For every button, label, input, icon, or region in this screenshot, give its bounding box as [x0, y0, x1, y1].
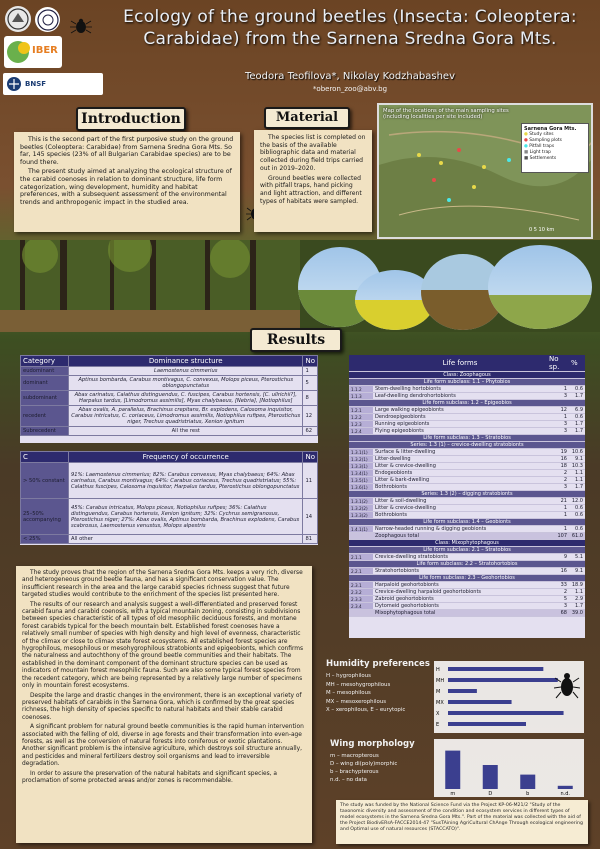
introduction-panel: [14, 132, 240, 232]
life-form-row: [349, 554, 585, 561]
life-form-pct: 1.1: [575, 589, 583, 595]
life-form-pct: 1.1: [575, 477, 583, 483]
life-form-label: Litter & crevice-dwelling: [375, 505, 436, 511]
life-form-row: [349, 547, 585, 554]
life-form-code: 1.3.5(1): [349, 477, 373, 484]
dominance-col-category: Category: [21, 356, 69, 367]
dominance-species: Aptinus bombarda, Carabus montivagus, C. convexus, Molops piceus, Pterostichus oblongopunctatus: [69, 376, 303, 391]
frequency-category: < 25%: [21, 535, 69, 544]
life-form-code: 1.3.1(2): [349, 498, 373, 505]
dominance-category: dominant: [21, 376, 69, 391]
map-legend-item: ■ Light trap: [524, 150, 551, 155]
life-forms-col-title: Life forms: [373, 355, 547, 372]
life-form-label: Running epigeobionts: [375, 421, 430, 427]
intro-paragraph-2: The present study aimed at analyzing the ecological structure of the carabid coenoses in relation to dominant structure, life form categorization, wing development, humidity and habitat preferences, with a subsequent assessment of the environmental trends and anthropogenic impact in the studied area.: [20, 168, 232, 206]
life-form-no: 33: [560, 582, 567, 588]
life-form-label: Litter & bark-dwelling: [375, 477, 430, 483]
humidity-bar: [448, 722, 526, 726]
humidity-category-label: MX: [436, 700, 444, 706]
life-form-pct: 61.0: [569, 533, 585, 540]
wing-panel: [322, 737, 588, 799]
life-form-row: [349, 400, 585, 407]
life-form-no: 16: [560, 456, 567, 462]
university-seal-icon: [37, 9, 59, 31]
life-form-code: 1.2.2: [349, 414, 373, 421]
dominance-species: All the rest: [69, 427, 303, 436]
life-form-row: [349, 582, 585, 589]
frequency-species: All other: [69, 535, 303, 544]
humidity-heading: Humidity preferences: [326, 659, 430, 669]
frequency-no: 14: [303, 499, 318, 535]
life-form-row: [349, 477, 585, 484]
life-form-row: [349, 386, 585, 393]
life-form-code: 2.3.1: [349, 582, 373, 589]
frequency-species: 45%: Carabus intricatus, Molops piceus, Notiophilus rufipes; 36%: Calathus distinguendus, Carabus hortensis, Xenion ignitum; 32%: Cychrus semigranosus, Pterostichus niger; 27%: Abax ovalis, Aptinus bombarda, Brachinus explodens, Carabus scabrosus, Laemostenus venustus, Molops alpestris: [69, 499, 303, 535]
dominance-col-structure: Dominance structure: [69, 356, 303, 367]
life-form-no: 2: [563, 477, 567, 483]
table-row: [21, 463, 318, 499]
table-row: [21, 376, 318, 391]
map-legend-title: Sarnena Gora Mts.: [524, 126, 577, 132]
life-form-row: [349, 526, 585, 533]
life-form-code: 1.2.4: [349, 428, 373, 435]
life-form-subclass: Life form subclass: 1.2 – Epigeobios: [349, 400, 585, 407]
acknowledgement-panel: [336, 800, 588, 844]
life-form-no: 68: [547, 610, 569, 617]
life-form-label: Mixophytophagous total: [373, 610, 547, 617]
life-form-row: [349, 428, 585, 435]
life-form-code: 2.2.1: [349, 568, 373, 575]
humidity-bar: [448, 667, 543, 671]
map-legend: [521, 123, 589, 173]
table-row: [21, 406, 318, 427]
life-form-row: [349, 442, 585, 449]
life-form-label: Litter & crevice-dwelling: [375, 463, 436, 469]
life-form-code: 1.3.2(1): [349, 456, 373, 463]
life-form-no: 2: [563, 589, 567, 595]
life-form-code: 1.3.1(1): [349, 449, 373, 456]
wing-bar: [520, 775, 535, 789]
humidity-legend-item: M – mesophilous: [326, 690, 371, 696]
life-form-no: 3: [563, 393, 567, 399]
life-form-label: Crevice-dwelling stratobionts: [375, 554, 448, 560]
life-form-row: [349, 393, 585, 400]
wing-legend-item: n.d. – no data: [330, 777, 367, 783]
wing-bar: [558, 786, 573, 789]
life-form-pct: 1.7: [575, 428, 583, 434]
iber-label: IBER: [32, 45, 58, 56]
life-form-pct: 1.1: [575, 470, 583, 476]
map-legend-item: ● Sampling plots: [524, 138, 562, 143]
life-form-no: 18: [560, 463, 567, 469]
life-form-row: [349, 561, 585, 568]
life-form-label: Litter-dwelling: [375, 456, 411, 462]
life-form-label: Crevice-dwelling harpaloid geohortobionts: [375, 589, 482, 595]
discussion-panel: [16, 566, 312, 843]
life-form-pct: 5.1: [575, 554, 583, 560]
life-forms-col-no: No sp.: [547, 355, 569, 372]
life-form-subclass: Series: 1.3 (1) – crevice-dwelling stratobionts: [349, 442, 585, 449]
life-form-subclass: Life form subclass: 1.3 – Stratobios: [349, 435, 585, 442]
life-form-code: 1.4.1(1): [349, 526, 373, 533]
life-form-code: 2.3.3: [349, 596, 373, 603]
humidity-bar: [448, 700, 512, 704]
academy-emblem-icon: [7, 8, 29, 30]
wing-bar: [483, 765, 498, 789]
dominance-category: recedent: [21, 406, 69, 427]
life-form-label: Narrow-headed running & digging geobionts: [375, 526, 487, 532]
map-legend-item: ● Study sites: [524, 132, 554, 137]
life-form-code: 2.3.4: [349, 603, 373, 610]
contact-email: *oberon_zoo@abv.bg: [312, 85, 388, 93]
humidity-legend-item: MX – mesoxerophilous: [326, 698, 387, 705]
table-row: [21, 535, 318, 544]
wing-category-label: D: [488, 791, 493, 797]
life-form-label: Harpaloid geohortobionts: [375, 582, 439, 588]
discussion-paragraph-1: The study proves that the region of the Sarnena Sredna Gora Mts. keeps a very rich, diverse and heterogeneous ground beetle fauna, and has a significant conservation value. The insufficient research in the area and the large carabid species richness suggest that future targeted studies would contribute to the enrichment of the species list presented here.: [22, 570, 303, 599]
life-form-row: [349, 519, 585, 526]
life-form-no: 12: [560, 407, 567, 413]
life-form-row: [349, 372, 585, 379]
life-form-code: 1.3.4(1): [349, 470, 373, 477]
life-form-label: Litter & soil-dwelling: [375, 498, 427, 504]
wing-legend-item: D – wing di(poly)morphic: [330, 761, 398, 767]
life-form-row: [349, 456, 585, 463]
life-form-pct: 1.7: [575, 484, 583, 490]
authors: Teodora Teofilova*, Nikolay Kodzhabashev: [245, 71, 455, 82]
humidity-panel: [322, 657, 588, 737]
life-form-pct: 12.0: [571, 498, 583, 504]
life-form-row: [349, 414, 585, 421]
life-form-pct: 1.7: [575, 603, 583, 609]
life-forms-table: [349, 355, 585, 638]
logo-science-fund: [3, 73, 103, 95]
life-form-code: 1.2.1: [349, 407, 373, 414]
life-form-label: Leaf-dwelling dendrohortobionts: [375, 393, 456, 399]
wing-heading: Wing morphology: [330, 739, 415, 749]
wing-legend-item: b – brachypterous: [330, 769, 379, 775]
dominance-category: subdominant: [21, 391, 69, 406]
life-form-pct: 0.6: [575, 505, 583, 511]
life-form-pct: 2.9: [575, 596, 583, 602]
life-form-pct: 0.6: [575, 526, 583, 532]
life-form-no: 9: [563, 554, 567, 560]
life-form-row: [349, 470, 585, 477]
life-form-label: Bothrobionts: [375, 484, 407, 490]
life-form-no: 3: [563, 421, 567, 427]
wing-category-label: m: [450, 791, 456, 797]
life-form-subclass: Life form subclass: 1.1 – Phytobios: [349, 379, 585, 386]
life-form-class: Class: Mixophytophagous: [349, 540, 585, 547]
material-panel: [254, 130, 372, 232]
life-form-code: [349, 610, 373, 617]
logo-university: [35, 7, 60, 32]
frequency-table: [20, 451, 318, 545]
life-form-subclass: Life form subclass: 2.2 – Stratohortobios: [349, 561, 585, 568]
dominance-category: Subrecedent: [21, 427, 69, 436]
life-form-row: [349, 449, 585, 456]
table-row: [21, 427, 318, 436]
life-form-no: 16: [560, 568, 567, 574]
life-form-row: [349, 533, 585, 540]
life-form-row: [349, 610, 585, 617]
wing-legend-item: m – macropterous: [330, 753, 379, 759]
beetle-icon-top: [70, 18, 92, 34]
life-form-no: 3: [563, 603, 567, 609]
humidity-bar: [448, 711, 564, 715]
life-form-subclass: Life form subclass: 2.3 – Geohortobios: [349, 575, 585, 582]
logo-iber: [4, 36, 62, 68]
life-form-subclass: Life form subclass: 2.1 – Stratobios: [349, 547, 585, 554]
life-form-row: [349, 498, 585, 505]
life-form-no: 19: [560, 449, 567, 455]
life-form-row: [349, 589, 585, 596]
life-form-subclass: Life form subclass: 1.4 – Geobionts: [349, 519, 585, 526]
map-caption: Map of the locations of the main sampling sites (including localities per site included): [383, 108, 509, 121]
life-form-code: 1.3.3(1): [349, 463, 373, 470]
discussion-paragraph-3: Despite the large and drastic changes in the environment, there is an exceptional variety of preserved habitats of carabids in the Sarnena Gora, which is confirmed by the great species richness, the high density of species specific to natural habitats and their stable carabid coenoses.: [22, 692, 302, 721]
humidity-category-label: H: [436, 667, 440, 673]
life-form-row: [349, 568, 585, 575]
life-forms-col-code: [349, 355, 373, 372]
life-form-code: 2.1.1: [349, 554, 373, 561]
life-form-no: 107: [547, 533, 569, 540]
life-form-row: [349, 596, 585, 603]
life-form-no: 21: [560, 498, 567, 504]
life-form-label: Flying epigeobionts: [375, 428, 424, 434]
life-form-row: [349, 379, 585, 386]
frequency-no: 81: [303, 535, 318, 544]
life-form-code: 1.1.3: [349, 393, 373, 400]
introduction-heading: Introduction: [76, 107, 186, 131]
life-form-row: [349, 463, 585, 470]
wing-legend: [330, 752, 440, 784]
humidity-category-label: X: [436, 711, 440, 717]
life-form-pct: 1.7: [575, 421, 583, 427]
dominance-no: 8: [303, 391, 318, 406]
life-form-no: 1: [563, 414, 567, 420]
life-form-row: [349, 540, 585, 547]
life-form-label: Endogeobionts: [375, 470, 413, 476]
life-form-code: [349, 533, 373, 540]
life-form-no: 1: [563, 526, 567, 532]
life-form-row: [349, 603, 585, 610]
dominance-species: Laemostenus cimmerius: [69, 367, 303, 376]
life-form-no: 2: [563, 470, 567, 476]
frequency-col-no: No: [303, 452, 318, 463]
life-form-label: Dytomeid geohortobionts: [375, 603, 439, 609]
map-legend-item: ● Pitfall traps: [524, 144, 555, 149]
discussion-paragraph-2: The results of our research and analysis suggest a well-differentiated and preserved forest carabid fauna and carabid coenosis, with a typical mountain zoning, consisting in subdivisions between species characteristic of all types of old mesophilic deciduous forests, and montane forest carabids typical for the beech mountain belt. Established forest coenoses have a relatively small number of species with high density and high level of evenness, characteristic of the climax or close to climax state forest ecosystems. All established forest species are hygrophilous, mesophilous or mesohygrophilous stratobionts and epigeobionts, which confirms the naturalness and autochthony of the ground beetle communities and their habitats. The established in the dominant component of the dominant structure species can be used as indicators of mountain forest mesophilic fauna. Such are also some typical forest species from the recedent category, which are being represented by a relatively large number of specimens only in mountain forest ecosystems.: [22, 601, 304, 690]
life-form-row: [349, 435, 585, 442]
frequency-category: > 50% constant: [21, 463, 69, 499]
humidity-category-label: E: [436, 722, 440, 728]
table-row: [21, 367, 318, 376]
life-form-code: 1.3.2(2): [349, 505, 373, 512]
life-form-label: Large walking epigeobionts: [375, 407, 444, 413]
life-form-subclass: Series: 1.3 (2) – digging stratobionts: [349, 491, 585, 498]
life-form-pct: 0.6: [575, 414, 583, 420]
life-form-no: 1: [563, 512, 567, 518]
life-form-code: 1.3.3(2): [349, 512, 373, 519]
dominance-col-no: No: [303, 356, 318, 367]
results-heading: Results: [250, 328, 342, 352]
dominance-category: eudominant: [21, 367, 69, 376]
life-form-code: 1.3.6(1): [349, 484, 373, 491]
frequency-col-category: C: [21, 452, 69, 463]
frequency-col-title: Frequency of occurrence: [69, 452, 303, 463]
life-form-label: Stem-dwelling hortobionts: [375, 386, 441, 392]
life-form-row: [349, 407, 585, 414]
map-scale-bar: 0 5 10 km: [529, 227, 555, 233]
life-form-no: 3: [563, 428, 567, 434]
wing-bar: [445, 751, 460, 789]
life-form-pct: 0.6: [575, 386, 583, 392]
humidity-bar: [448, 678, 558, 682]
life-form-pct: 18.9: [571, 582, 583, 588]
frequency-category: 25–50% accompanying: [21, 499, 69, 535]
wing-category-label: n.d.: [560, 791, 571, 797]
fund-label: BNSF: [25, 80, 47, 88]
life-forms-col-pct: %: [569, 355, 585, 372]
life-form-pct: 0.6: [575, 512, 583, 518]
dominance-table: [20, 355, 318, 443]
dominance-no: 12: [303, 406, 318, 427]
humidity-legend: [326, 672, 436, 715]
frequency-no: 11: [303, 463, 318, 499]
life-form-pct: 10.3: [571, 463, 583, 469]
map-legend-item: ■ Settlements: [524, 156, 557, 161]
life-form-pct: 9.1: [575, 456, 583, 462]
dominance-no: 5: [303, 376, 318, 391]
frequency-species: 91%: Laemostenus cimmerius; 82%: Carabus convexus, Myas chalybaeus; 64%: Abax carinatus, Carabus montivagus; 64%: Carabus coriaceus, Trechus quadristriatus; 55%: Calathus fuscipes, Calosoma inquisitor, Harpalus tardus, Pterostichus oblongopunctatus: [69, 463, 303, 499]
life-form-label: Surface & litter-dwelling: [375, 449, 436, 455]
life-form-pct: 6.9: [575, 407, 583, 413]
life-form-row: [349, 575, 585, 582]
material-heading: Material: [264, 107, 350, 129]
logo-bas: [5, 6, 31, 32]
life-form-row: [349, 491, 585, 498]
material-paragraph-1: The species list is completed on the basis of the available bibliographic data and material collected during field trips carried out in 2019–2020.: [260, 134, 366, 172]
humidity-category-label: MH: [436, 678, 445, 684]
table-row: [21, 391, 318, 406]
poster-title: Ecology of the ground beetles (Insecta: Coleoptera: Carabidae) from the Sarnena Sredna Gora Mts.: [123, 7, 577, 49]
humidity-bar: [448, 689, 477, 693]
humidity-legend-item: H – hygrophilous: [326, 673, 371, 679]
life-form-label: Bothrobionts: [375, 512, 407, 518]
life-form-pct: 39.0: [569, 610, 585, 617]
life-form-label: Zoophagous total: [373, 533, 547, 540]
life-form-row: [349, 484, 585, 491]
life-form-label: Dendroepigeobionts: [375, 414, 426, 420]
life-form-pct: 10.6: [571, 449, 583, 455]
life-form-code: 2.3.2: [349, 589, 373, 596]
life-form-no: 1: [563, 505, 567, 511]
life-form-no: 3: [563, 484, 567, 490]
study-area-map: [377, 103, 593, 239]
humidity-category-label: M: [436, 689, 441, 695]
life-form-no: 5: [563, 596, 567, 602]
life-form-label: Zabroid geohortobionts: [375, 596, 434, 602]
life-form-row: [349, 505, 585, 512]
table-row: [21, 499, 318, 535]
life-form-label: Stratohortobionts: [375, 568, 419, 574]
dominance-species: Abax ovalis, A. parallelus, Brachinus crepitans, Br. explodens, Calosoma inquisitor, Carabus intricatus, C. coriaceus, Limodromus assimilis, Notiophilus rufipes, Pterostichus niger, Trechus quadristriatus, Xenion ignitum: [69, 406, 303, 427]
discussion-paragraph-5: In order to assure the preservation of the natural habitats and significant species, a proclamation of some protected areas and/or zones is recommendable.: [22, 770, 278, 784]
dominance-no: 62: [303, 427, 318, 436]
dominance-species: Abax carinatus, Calathus distinguendus, C. fuscipes, Carabus hortensis, [C. ullrichii?], Harpalus tardus, [Limodromus assimilis], Myas chalybaeus, [Nebria], [Notiophilus]: [69, 391, 303, 406]
humidity-legend-item: X – xerophilous, E – eurytopic: [326, 707, 406, 713]
beetle-icon-right: [554, 670, 580, 700]
life-form-code: 1.1.2: [349, 386, 373, 393]
forest-photo-collage: [0, 240, 600, 332]
life-form-pct: 9.1: [575, 568, 583, 574]
material-paragraph-2: Ground beetles were collected with pitfall traps, hand picking and light attraction, and different types of habitats were sampled.: [260, 174, 362, 205]
fund-emblem-icon: [6, 76, 22, 92]
discussion-paragraph-4: A significant problem for natural ground beetle communities is the rapid human intervention associated with the felling of old, diverse in age forests and their transformation into even-age forests, as well as the conversion of natural forests into coniferous or exotic plantations. Another significant problem is the intensive agriculture, which destroys soil structure annually, and pesticides and mineral fertilizers destroy soil organisms and lead to irreversible degradation.: [22, 724, 304, 768]
life-form-row: [349, 512, 585, 519]
life-form-pct: 1.7: [575, 393, 583, 399]
life-form-row: [349, 421, 585, 428]
wing-chart: [434, 739, 584, 797]
acknowledgement-text: The study was funded by the National Science Fund via the Project KP-06-M21/2 "Study of the taxonomic diversity and assessment of the condition and ecosystem services in different types of model ecosystems in the Sarnena Sredna Gora Mts.". Part of the material was collected with the aid of the Project BiodivERsA-FACCE2014-47 "SusTAining AgriCultural ChAnge Through ecological engineering and Optimal use of natural resources (STACCATO)".: [340, 803, 583, 832]
wing-category-label: b: [526, 791, 530, 797]
life-form-class: Class: Zoophagous: [349, 372, 585, 379]
intro-paragraph-1: This is the second part of the first purposive study on the ground beetles (Coleoptera: Carabidae) from Sarnena Sredna Gora Mts. So far, 145 species (23% of all Bulgarian Carabidae species) are to be found there.: [20, 136, 234, 166]
humidity-legend-item: MH – mesohygrophilous: [326, 681, 391, 688]
dominance-no: 1: [303, 367, 318, 376]
life-form-no: 1: [563, 386, 567, 392]
life-form-code: 1.2.3: [349, 421, 373, 428]
